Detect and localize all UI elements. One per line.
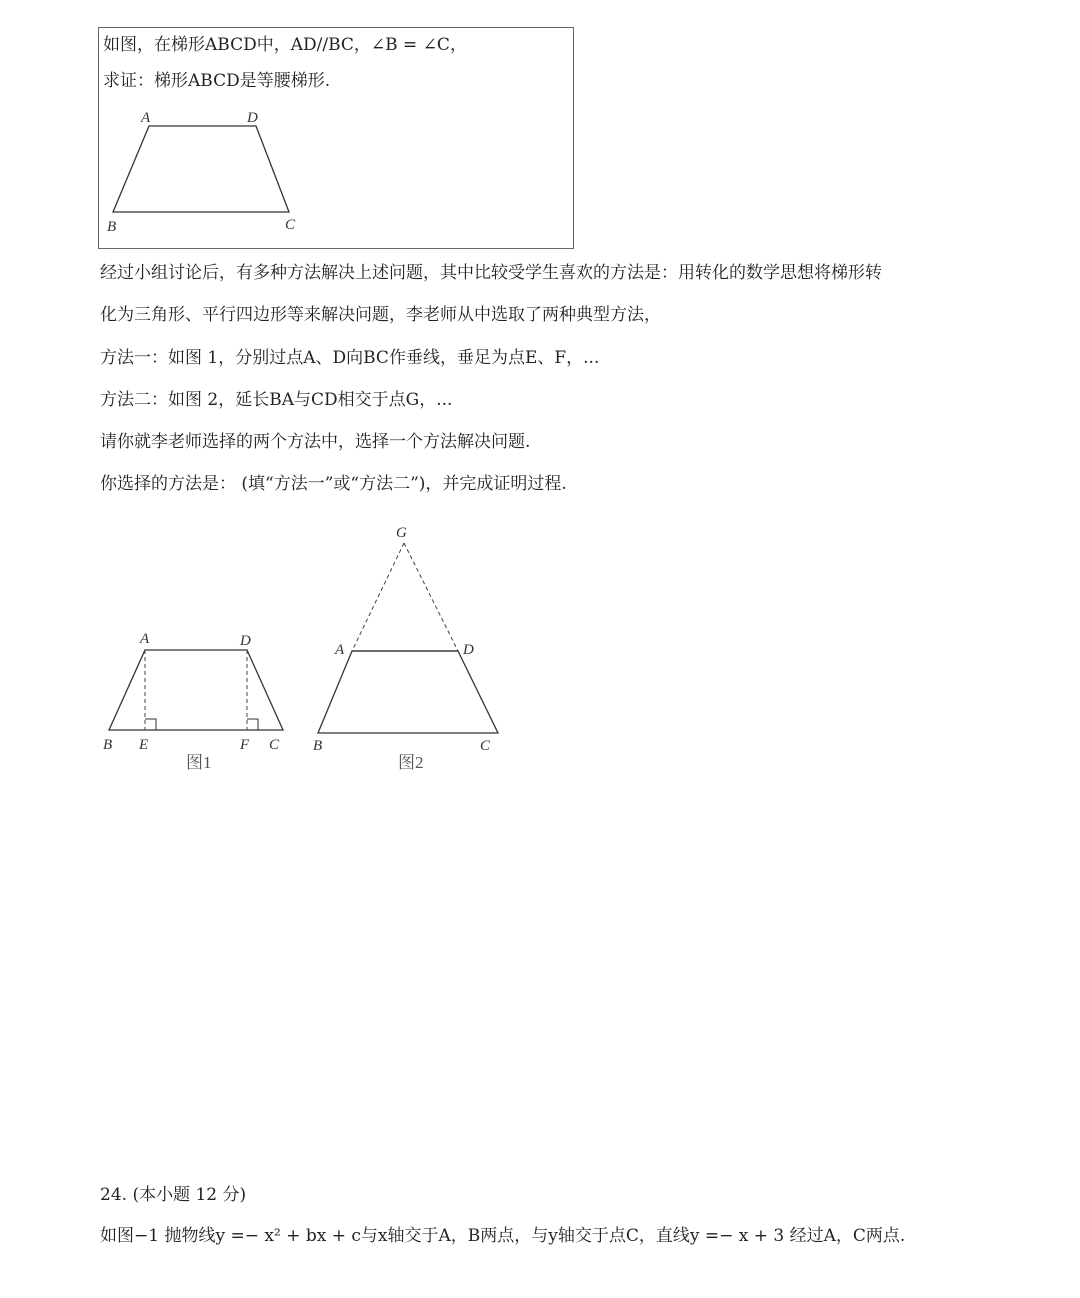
box-label-A: A bbox=[141, 110, 151, 126]
fig1-label-B: B bbox=[103, 737, 113, 753]
figure-2 bbox=[313, 525, 498, 772]
fig2-label-D: D bbox=[463, 642, 474, 658]
figure-2-caption: 图2 bbox=[398, 753, 424, 772]
question-24-heading: 24. (本小题 12 分) bbox=[100, 1185, 247, 1205]
fig2-label-G: G bbox=[396, 525, 407, 541]
fig2-label-A: A bbox=[335, 642, 345, 658]
paragraph-1: 经过小组讨论后，有多种方法解决上述问题，其中比较受学生喜欢的方法是：用转化的数学思想将梯形转 bbox=[100, 263, 882, 283]
fig2-label-B: B bbox=[313, 738, 323, 754]
problem-box bbox=[98, 27, 574, 249]
box-label-D: D bbox=[247, 110, 258, 126]
fig1-label-F: F bbox=[240, 737, 250, 753]
question-24-text: 如图−1 抛物线y =− x² + bx + c与x轴交于A，B两点，与y轴交于点C，直线y =− x + 3 经过A，C两点. bbox=[100, 1226, 906, 1246]
paragraph-2: 化为三角形、平行四边形等来解决问题，李老师从中选取了两种典型方法， bbox=[100, 305, 661, 325]
fig2-label-C: C bbox=[480, 738, 491, 754]
box-label-C: C bbox=[285, 217, 296, 233]
box-trapezoid-figure bbox=[99, 28, 575, 250]
fig1-label-E: E bbox=[139, 737, 149, 753]
problem-line-2: 求证：梯形ABCD是等腰梯形. bbox=[103, 71, 331, 91]
method-one-text: 方法一：如图 1，分别过点A、D向BC作垂线，垂足为点E、F，... bbox=[100, 348, 600, 368]
method-two-text: 方法二：如图 2，延长BA与CD相交于点G，... bbox=[100, 390, 453, 410]
instruction-text: 请你就李老师选择的两个方法中，选择一个方法解决问题. bbox=[100, 432, 531, 452]
answer-prompt-text: 你选择的方法是： (填“方法一”或“方法二”)，并完成证明过程. bbox=[100, 474, 567, 494]
figure-1-caption: 图1 bbox=[186, 753, 212, 772]
fig1-label-C: C bbox=[269, 737, 280, 753]
fig1-label-D: D bbox=[240, 633, 251, 649]
fig1-label-A: A bbox=[140, 631, 150, 647]
box-label-B: B bbox=[107, 219, 117, 235]
figures-1-2 bbox=[0, 515, 560, 785]
figure-1 bbox=[103, 631, 283, 772]
problem-line-1: 如图，在梯形ABCD中，AD//BC，∠B = ∠C， bbox=[103, 35, 467, 55]
